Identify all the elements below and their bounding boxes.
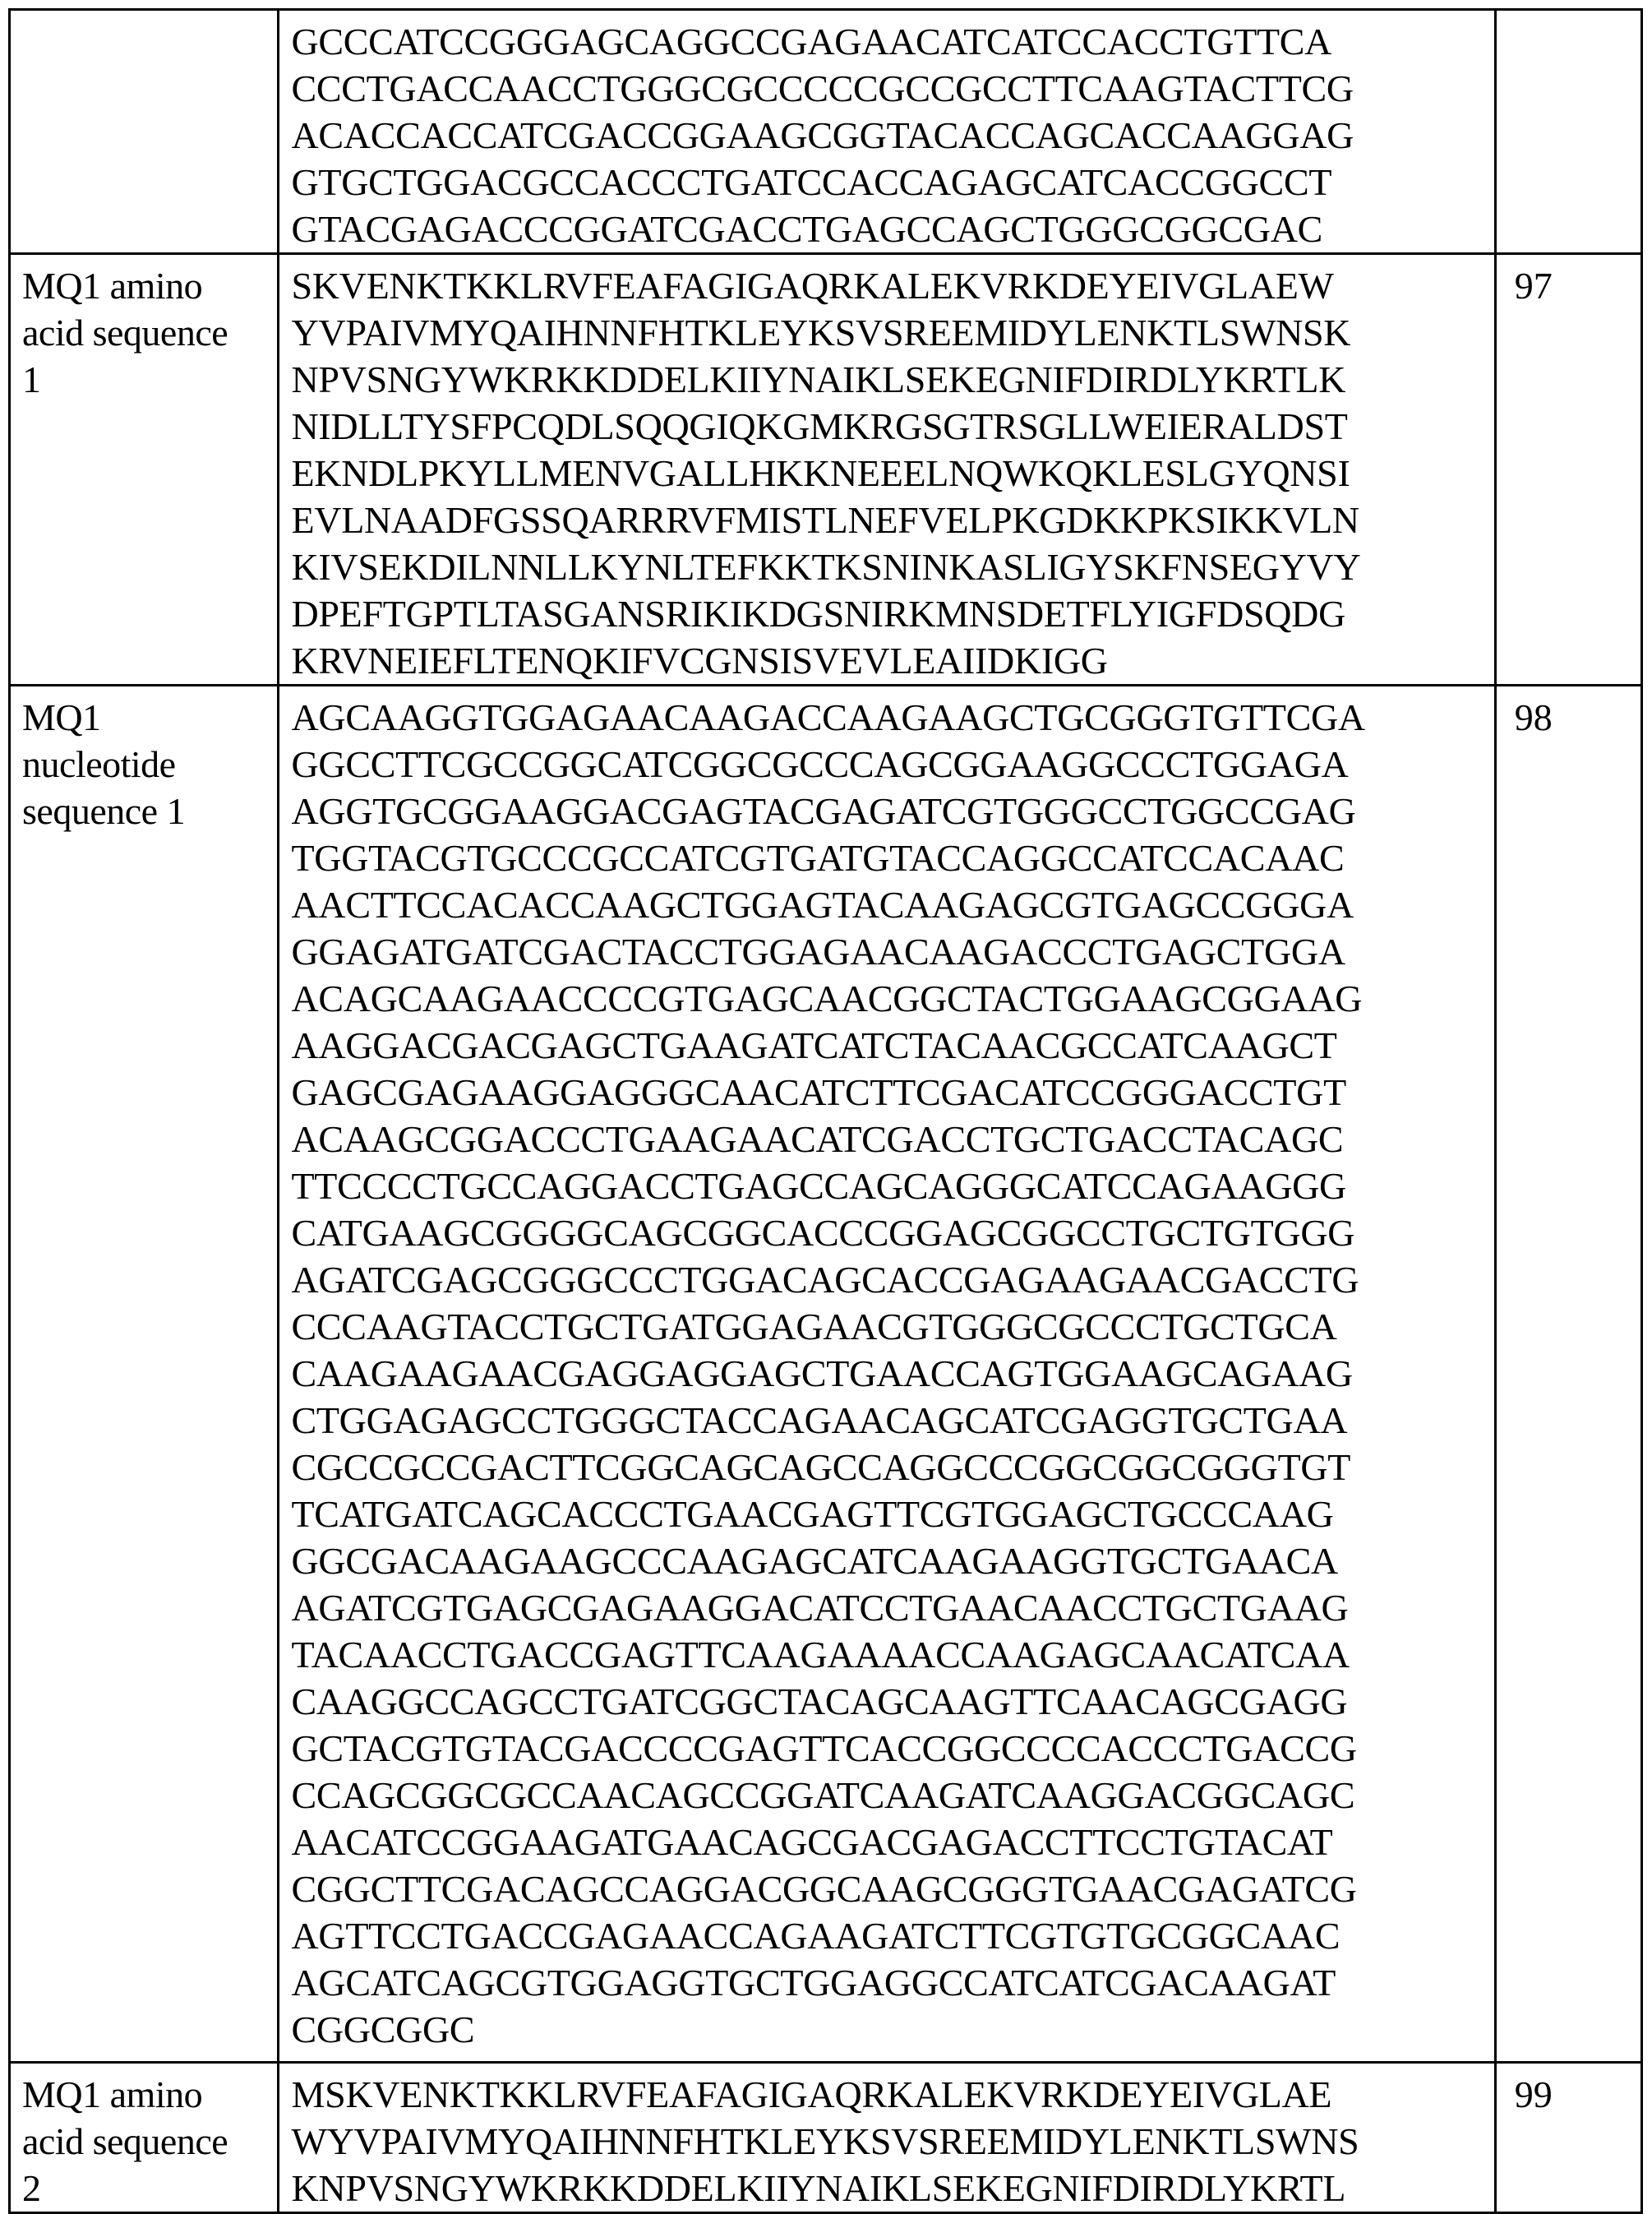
sequence-line: TACAACCTGACCGAGTTCAAGAAAACCAAGAGCAACATCAA	[291, 1634, 1350, 1676]
sequence-line: TTCCCCTGCCAGGACCTGAGCCAGCAGGGCATCCAGAAGGG	[291, 1165, 1346, 1207]
sequence-line: MSKVENKTKKLRVFEAFAGIGAQRKALEKVRKDEYEIVGLAE	[291, 2073, 1332, 2115]
sequence-line: KRVNEIEFLTENQKIFVCGNSISVEVLEAIIDKIGG	[291, 640, 1108, 682]
sequence-line: AACATCCGGAAGATGAACAGCGACGAGACCTTCCTGTACAT	[291, 1821, 1333, 1863]
sequence-cell	[279, 2063, 1495, 2213]
sequence-line: CCCAAGTACCTGCTGATGGAGAACGTGGGCGCCCTGCTGCA	[291, 1306, 1337, 1347]
sequence-line: GCTACGTGTACGACCCCGAGTTCACCGGCCCCACCCTGACCG	[291, 1727, 1357, 1769]
sequence-line: YVPAIVMYQAIHNNFHTKLEYKSVSREEMIDYLENKTLSWNSK	[291, 312, 1351, 354]
seq-id-cell	[1495, 254, 1641, 686]
sequence-line: GGCCTTCGCCGGCATCGGCGCCCAGCGGAAGGCCCTGGAGA	[291, 743, 1349, 785]
name-line: 1	[22, 358, 41, 400]
sequence-line: CTGGAGAGCCTGGGCTACCAGAACAGCATCGAGGTGCTGAA	[291, 1399, 1348, 1441]
sequence-line: AGATCGTGAGCGAGAAGGACATCCTGAACAACCTGCTGAAG	[291, 1587, 1349, 1629]
sequence-name	[11, 2064, 277, 2212]
sequence-line: CAAGGCCAGCCTGATCGGCTACAGCAAGTTCAACAGCGAGG	[291, 1680, 1348, 1722]
name-line: MQ1	[22, 696, 101, 738]
name-line: sequence 1	[22, 790, 186, 832]
table-row	[10, 686, 1642, 2063]
sequence-line: KIVSEKDILNNLLKYNLTEFKKTKSNINKASLIGYSKFNSEGYVY	[291, 546, 1361, 588]
sequence-line: AGGTGCGGAAGGACGAGTACGAGATCGTGGGCCTGGCCGAG	[291, 790, 1356, 832]
sequence-cell	[279, 686, 1495, 2063]
sequence-line: TGGTACGTGCCCGCCATCGTGATGTACCAGGCCATCCACAAC	[291, 837, 1345, 879]
sequence-line: CCAGCGGCGCCAACAGCCGGATCAAGATCAAGGACGGCAGC	[291, 1774, 1355, 1816]
sequence-line: GGAGATGATCGACTACCTGGAGAACAAGACCCTGAGCTGGA	[291, 931, 1345, 973]
sequence-cell	[279, 254, 1495, 686]
sequence-name-cell	[10, 254, 279, 686]
sequence-line: KNPVSNGYWKRKKDDELKIIYNAIKLSEKEGNIFDIRDLYKRTL	[291, 2167, 1346, 2209]
table-row	[10, 254, 1642, 686]
sequence-line: EVLNAADFGSSQARRRVFMISTLNEFVELPKGDKKPKSIKKVLN	[291, 499, 1359, 541]
sequence-line: CGCCGCCGACTTCGGCAGCAGCCAGGCCCGGCGGCGGGTGT	[291, 1446, 1351, 1488]
sequence-line: AGTTCCTGACCGAGAACCAGAAGATCTTCGTGTGCGGCAAC	[291, 1915, 1341, 1957]
sequence-line: CGGCTTCGACAGCCAGGACGGCAAGCGGGTGAACGAGATCG	[291, 1868, 1357, 1910]
sequence-name	[11, 686, 277, 834]
sequence-table	[8, 8, 1643, 2214]
sequence-line: CATGAAGCGGGGCAGCGGCACCCGGAGCGGCCTGCTGTGGG	[291, 1212, 1355, 1254]
sequence-line: GAGCGAGAAGGAGGGCAACATCTTCGACATCCGGGACCTGT	[291, 1071, 1346, 1113]
sequence-line: DPEFTGPTLTASGANSRIKIKDGSNIRKMNSDETFLYIGFDSQDG	[291, 593, 1346, 635]
sequence-line: CGGCGGC	[291, 2008, 475, 2050]
sequence-line: TCATGATCAGCACCCTGAACGAGTTCGTGGAGCTGCCCAAG	[291, 1493, 1334, 1535]
seq-id-number	[1497, 11, 1640, 18]
table-row	[10, 10, 1642, 254]
sequence-line: AGCAAGGTGGAGAACAAGACCAAGAAGCTGCGGGTGTTCGA	[291, 696, 1365, 738]
seq-id-cell	[1495, 10, 1641, 254]
sequence-line: NIDLLTYSFPCQDLSQQGIQKGMKRGSGTRSGLLWEIERALDST	[291, 405, 1348, 447]
name-line: 2	[22, 2167, 41, 2209]
sequence-name	[11, 255, 277, 403]
sequence-line: ACAGCAAGAACCCCGTGAGCAACGGCTACTGGAAGCGGAAG	[291, 978, 1363, 1019]
sequence-line: GTACGAGACCCGGATCGACCTGAGCCAGCTGGGCGGCGAC	[291, 208, 1323, 250]
name-line: MQ1 amino	[22, 2073, 203, 2115]
sequence-cell	[279, 10, 1495, 254]
name-line: acid sequence	[22, 312, 228, 354]
sequence-line: NPVSNGYWKRKKDDELKIIYNAIKLSEKEGNIFDIRDLYKRTLK	[291, 358, 1346, 400]
sequence-line: CAAGAAGAACGAGGAGGAGCTGAACCAGTGGAAGCAGAAG	[291, 1352, 1353, 1394]
seq-id-number: 97	[1514, 265, 1553, 307]
seq-id-number: 98	[1514, 696, 1553, 738]
sequence-text	[279, 255, 1493, 684]
sequence-line: AGCATCAGCGTGGAGGTGCTGGAGGCCATCATCGACAAGAT	[291, 1962, 1336, 2004]
sequence-line: SKVENKTKKLRVFEAFAGIGAQRKALEKVRKDEYEIVGLAEW	[291, 265, 1334, 307]
name-line: acid sequence	[22, 2120, 228, 2162]
sequence-line: AAGGACGACGAGCTGAAGATCATCTACAACGCCATCAAGCT	[291, 1024, 1337, 1066]
sequence-line: AGATCGAGCGGGCCCTGGACAGCACCGAGAAGAACGACCTG	[291, 1259, 1359, 1301]
sequence-text	[279, 11, 1493, 252]
seq-id-cell	[1495, 2063, 1641, 2213]
sequence-line: WYVPAIVMYQAIHNNFHTKLEYKSVSREEMIDYLENKTLSWNS	[291, 2120, 1359, 2162]
sequence-line: AACTTCCACACCAAGCTGGAGTACAAGAGCGTGAGCCGGGA	[291, 884, 1354, 926]
seq-id-number: 99	[1514, 2073, 1553, 2115]
sequence-name	[11, 11, 277, 18]
sequence-line: GGCGACAAGAAGCCCAAGAGCATCAAGAAGGTGCTGAACA	[291, 1540, 1338, 1582]
sequence-line: ACAAGCGGACCCTGAAGAACATCGACCTGCTGACCTACAGC	[291, 1118, 1344, 1160]
sequence-table-body	[10, 10, 1642, 2213]
sequence-line: EKNDLPKYLLMENVGALLHKKNEEELNQWKQKLESLGYQNSI	[291, 452, 1350, 494]
seq-id-cell	[1495, 686, 1641, 2063]
table-row	[10, 2063, 1642, 2213]
sequence-name-cell	[10, 2063, 279, 2213]
sequence-name-cell	[10, 10, 279, 254]
name-line: MQ1 amino	[22, 265, 203, 307]
sequence-text	[279, 2064, 1493, 2212]
name-line: nucleotide	[22, 743, 176, 785]
sequence-text	[279, 686, 1493, 2053]
sequence-name-cell	[10, 686, 279, 2063]
sequence-line: CCCTGACCAACCTGGGCGCCCCCGCCGCCTTCAAGTACTTCG	[291, 67, 1354, 109]
sequence-line: GCCCATCCGGGAGCAGGCCGAGAACATCATCCACCTGTTCA	[291, 21, 1332, 62]
sequence-line: GTGCTGGACGCCACCCTGATCCACCAGAGCATCACCGGCCT	[291, 161, 1332, 203]
sequence-line: ACACCACCATCGACCGGAAGCGGTACACCAGCACCAAGGAG	[291, 114, 1354, 156]
